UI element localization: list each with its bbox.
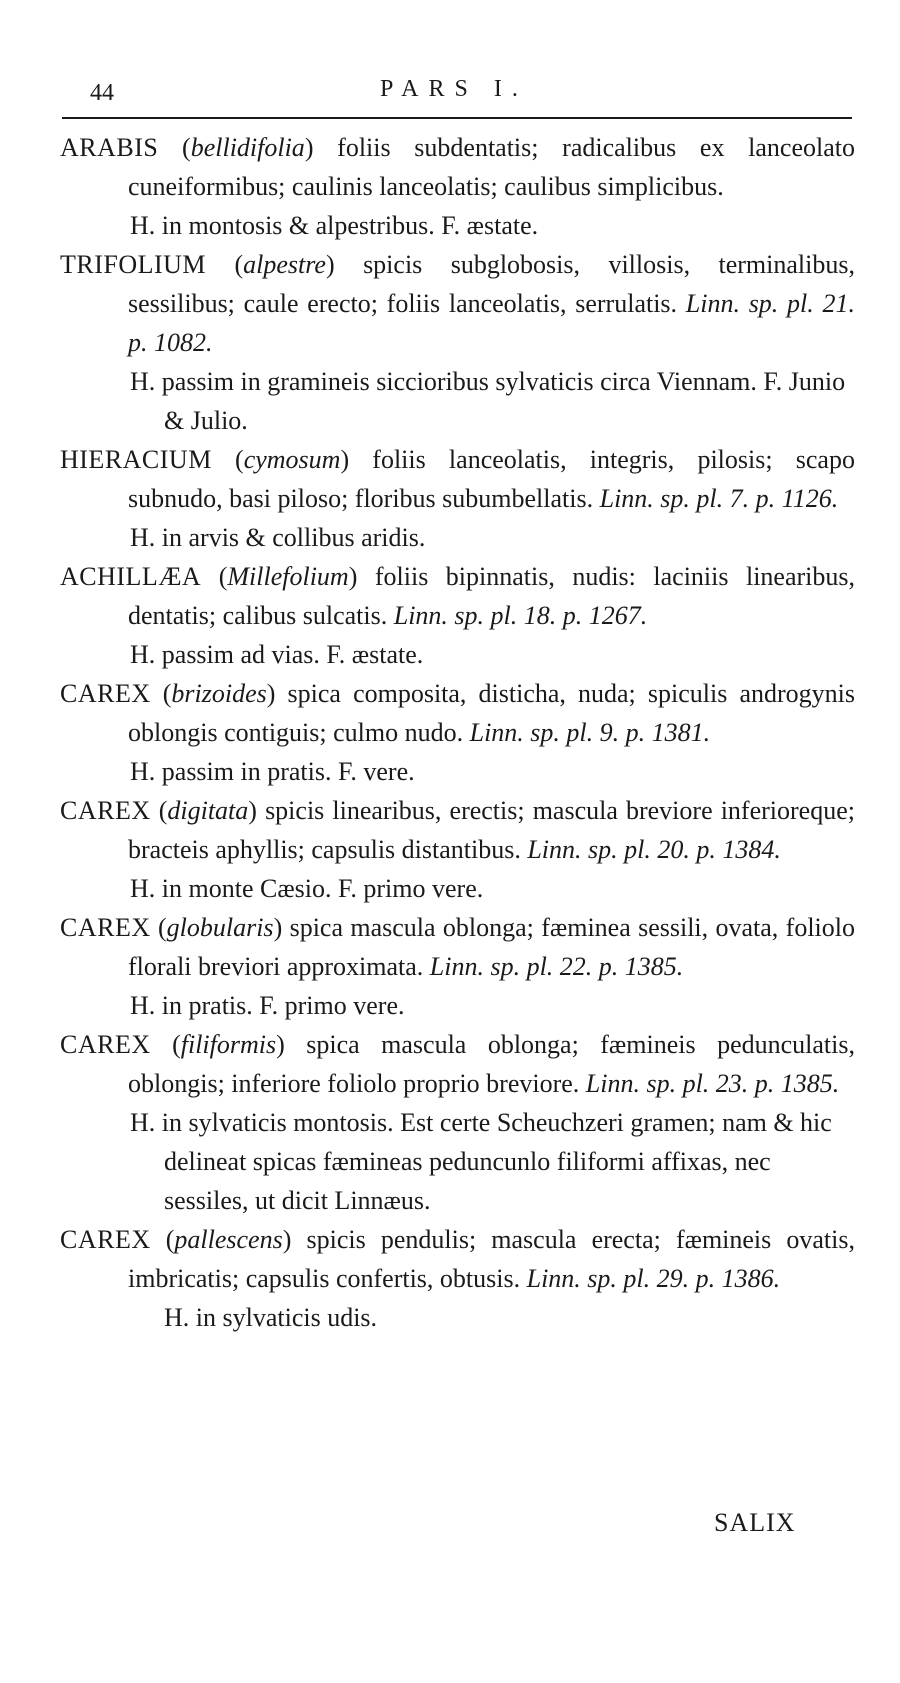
- entry-carex-filiformis: [60, 1025, 855, 1220]
- species-name: pallescens: [174, 1225, 283, 1254]
- entry-main: CAREX (digitata) spicis linearibus, erectis; mascula breviore inferioreque; bracteis aphyllis; capsulis distantibus. Linn. sp. pl. 20. p. 1384.: [60, 796, 855, 864]
- habitat-note: H. in sylvaticis montosis. Est certe Scheuchzeri gramen; nam & hic delineat spicas fæmineas peduncunlo filiformi affixas, nec sessiles, ut dicit Linnæus.: [130, 1108, 832, 1215]
- habitat-note: H. in arvis & collibus aridis.: [130, 523, 426, 552]
- linnaeus-reference: Linn. sp. pl. 22. p. 1385.: [429, 952, 684, 981]
- genus-name: TRIFOLIUM: [60, 250, 207, 279]
- species-description: spicis pendulis; mascula erecta; fæmineis ovatis, imbricatis; capsulis confertis, obtusis.: [128, 1225, 855, 1293]
- entry-main: ACHILLÆA (Millefolium) foliis bipinnatis, nudis: laciniis linearibus, dentatis; calibus sulcatis. Linn. sp. pl. 18. p. 1267.: [60, 562, 855, 630]
- species-description: spica mascula oblonga; fæminea sessili, ovata, foliolo florali breviori approximata.: [128, 913, 855, 981]
- species-description: foliis lanceolatis, integris, pilosis; scapo subnudo, basi piloso; floribus subumbellatis.: [128, 445, 855, 513]
- entry-main: TRIFOLIUM (alpestre) spicis subglobosis, villosis, terminalibus, sessilibus; caule erecto; foliis lanceolatis, serrulatis. Linn. sp. pl. 21. p. 1082.: [60, 250, 855, 357]
- species-name: digitata: [167, 796, 249, 825]
- linnaeus-reference: Linn. sp. pl. 29. p. 1386.: [526, 1264, 781, 1293]
- entry-main: CAREX (filiformis) spica mascula oblonga; fæmineis pedunculatis, oblongis; inferiore foliolo proprio breviore. Linn. sp. pl. 23. p. 1385.: [60, 1030, 855, 1098]
- linnaeus-reference: Linn. sp. pl. 21. p. 1082.: [128, 289, 855, 357]
- entry-hieracium-cymosum: [60, 440, 855, 557]
- genus-name: CAREX: [60, 1030, 151, 1059]
- genus-name: CAREX: [60, 913, 151, 942]
- genus-name: HIERACIUM: [60, 445, 212, 474]
- entry-main: ARABIS (bellidifolia) foliis subdentatis; radicalibus ex lanceolato cuneiformibus; caulinis lanceolatis; caulibus simplicibus.: [60, 133, 855, 201]
- habitat-note: H. in monte Cæsio. F. primo vere.: [130, 874, 484, 903]
- entries-list: [60, 128, 855, 1337]
- entry-carex-brizoides: [60, 674, 855, 791]
- habitat-note: H. in sylvaticis udis.: [164, 1303, 378, 1332]
- species-description: foliis bipinnatis, nudis: laciniis linearibus, dentatis; calibus sulcatis.: [128, 562, 855, 630]
- species-name: Millefolium: [227, 562, 349, 591]
- linnaeus-reference: Linn. sp. pl. 20. p. 1384.: [527, 835, 781, 864]
- species-description: foliis subdentatis; radicalibus ex lanceolato cuneiformibus; caulinis lanceolatis; caulibus simplicibus.: [128, 133, 855, 201]
- species-name: brizoides: [171, 679, 267, 708]
- species-description: spica mascula oblonga; fæmineis pedunculatis, oblongis; inferiore foliolo proprio breviore.: [128, 1030, 855, 1098]
- running-head: PARS I.: [380, 76, 528, 102]
- entry-main: CAREX (globularis) spica mascula oblonga; fæminea sessili, ovata, foliolo florali breviori approximata. Linn. sp. pl. 22. p. 1385.: [60, 913, 855, 981]
- genus-name: CAREX: [60, 679, 151, 708]
- entry-main: CAREX (pallescens) spicis pendulis; mascula erecta; fæmineis ovatis, imbricatis; capsulis confertis, obtusis. Linn. sp. pl. 29. p. 1386.: [60, 1225, 855, 1293]
- genus-name: CAREX: [60, 796, 151, 825]
- entry-carex-pallescens: [60, 1220, 855, 1337]
- species-name: globularis: [166, 913, 274, 942]
- species-description: spica composita, disticha, nuda; spiculis androgynis oblongis contiguis; culmo nudo.: [128, 679, 855, 747]
- entry-carex-digitata: [60, 791, 855, 908]
- species-name: filiformis: [180, 1030, 277, 1059]
- entry-arabis-bellidifolia: [60, 128, 855, 245]
- genus-name: ARABIS: [60, 133, 159, 162]
- catchword: SALIX: [714, 1508, 796, 1537]
- habitat-note: H. passim ad vias. F. æstate.: [130, 640, 424, 669]
- habitat-note: H. in montosis & alpestribus. F. æstate.: [130, 211, 539, 240]
- linnaeus-reference: Linn. sp. pl. 9. p. 1381.: [469, 718, 711, 747]
- entry-main: HIERACIUM (cymosum) foliis lanceolatis, integris, pilosis; scapo subnudo, basi piloso; floribus subumbellatis. Linn. sp. pl. 7. p. 1126.: [60, 445, 855, 513]
- linnaeus-reference: Linn. sp. pl. 7. p. 1126.: [599, 484, 839, 513]
- header-rule: [62, 117, 852, 119]
- linnaeus-reference: Linn. sp. pl. 18. p. 1267.: [393, 601, 648, 630]
- species-description: spicis subglobosis, villosis, terminalibus, sessilibus; caule erecto; foliis lanceolatis, serrulatis.: [128, 250, 855, 318]
- genus-name: CAREX: [60, 1225, 151, 1254]
- species-description: spicis linearibus, erectis; mascula breviore inferioreque; bracteis aphyllis; capsulis distantibus.: [128, 796, 855, 864]
- linnaeus-reference: Linn. sp. pl. 23. p. 1385.: [585, 1069, 840, 1098]
- entry-main: CAREX (brizoides) spica composita, disticha, nuda; spiculis androgynis oblongis contiguis; culmo nudo. Linn. sp. pl. 9. p. 1381.: [60, 679, 855, 747]
- species-name: cymosum: [243, 445, 341, 474]
- habitat-note: H. in pratis. F. primo vere.: [130, 991, 405, 1020]
- page-number: 44: [90, 80, 114, 106]
- species-name: alpestre: [243, 250, 326, 279]
- habitat-note: H. passim in pratis. F. vere.: [130, 757, 415, 786]
- genus-name: ACHILLÆA: [60, 562, 202, 591]
- species-name: bellidifolia: [190, 133, 305, 162]
- entry-trifolium-alpestre: [60, 245, 855, 440]
- habitat-note: H. passim in gramineis siccioribus sylvaticis circa Viennam. F. Junio & Julio.: [130, 367, 846, 435]
- entry-achillaea-millefolium: [60, 557, 855, 674]
- entry-carex-globularis: [60, 908, 855, 1025]
